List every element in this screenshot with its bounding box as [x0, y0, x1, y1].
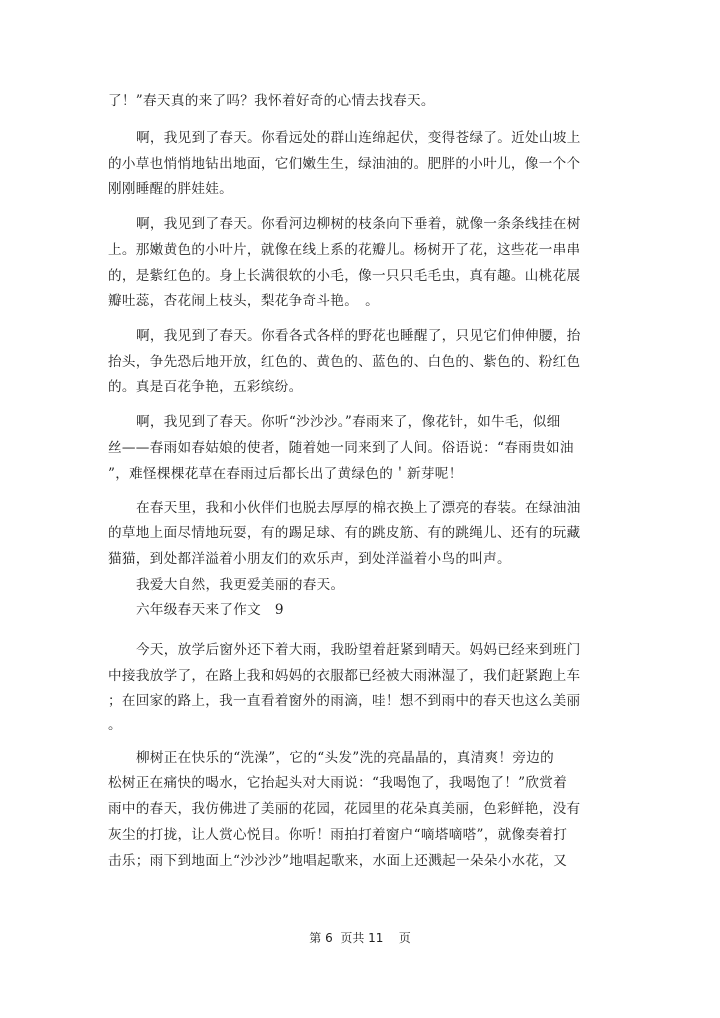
text-line: 啊，我见到了春天。你听“沙沙沙。”春雨来了，像花针，如牛毛，似细: [136, 414, 561, 430]
text-line: ”，难怪棵棵花草在春雨过后都长出了黄绿色的＇新芽呢！: [108, 466, 463, 482]
text-line: 中接我放学了，在路上我和妈妈的衣服都已经被大雨淋湿了，我们赶紧跑上车: [108, 668, 581, 684]
text-line: 灰尘的打拢，让人赏心悦目。你听！雨拍打着窗户“嘀塔嘀嗒”，就像奏着打: [108, 827, 568, 843]
text-line: 在春天里，我和小伙伴们也脱去厚厚的棉衣换上了漂亮的春装。在绿油油: [136, 500, 581, 516]
text-line: 的。真是百花争艳，五彩缤纷。: [108, 379, 303, 395]
text-line: 我爱大自然，我更爱美丽的春天。: [136, 577, 345, 593]
text-line: 松树正在痛快的喝水，它抬起头对大雨说：“我喝饱了，我喝饱了！”欣赏着: [108, 775, 568, 791]
text-line: 的草地上面尽情地玩耍，有的踢足球、有的跳皮筋、有的跳绳儿、还有的玩藏: [108, 525, 581, 541]
text-line: 猫猫，到处都洋溢着小朋友们的欢乐声，到处洋溢着小鸟的叫声。: [108, 551, 511, 567]
text-line: 瓣吐蕊，杏花闹上枝头，梨花争奇斗艳。 。: [108, 293, 380, 309]
text-line: 的，是紫红色的。身上长满很软的小毛，像一只只毛毛虫，真有趣。山桃花展: [108, 268, 581, 284]
text-line: 刚刚睡醒的胖娃娃。: [108, 181, 234, 197]
text-line: 今天，放学后窗外还下着大雨，我盼望着赶紧到晴天。妈妈已经来到班门: [136, 642, 581, 658]
text-line: ；在回家的路上，我一直看着窗外的雨滴，哇！想不到雨中的春天也这么美丽: [108, 693, 581, 709]
text-line: 。: [108, 717, 122, 733]
section-heading: 六年级春天来了作文 9: [136, 602, 284, 618]
text-line: 雨中的春天，我仿佛进了美丽的花园，花园里的花朵真美丽，色彩鲜艳，没有: [108, 801, 581, 817]
text-line: 抬头，争先恐后地开放，红色的、黄色的、蓝色的、白色的、紫色的、粉红色: [108, 354, 581, 370]
text-line: 了！”春天真的来了吗？我怀着好奇的心情去找春天。: [108, 93, 435, 109]
page-number-footer: 第 6 页共 11 页: [309, 931, 411, 945]
text-line: 柳树正在快乐的“洗澡”，它的“头发”洗的亮晶晶的，真清爽！旁边的: [136, 750, 555, 766]
text-line: 啊，我见到了春天。你看远处的群山连绵起伏，变得苍绿了。近处山坡上: [136, 130, 581, 146]
text-line: 上。那嫩黄色的小叶片，就像在线上系的花瓣儿。杨树开了花，这些花一串串: [108, 242, 581, 258]
text-line: 啊，我见到了春天。你看各式各样的野花也睡醒了，只见它们伸伸腰，抬: [136, 328, 581, 344]
text-line: 啊，我见到了春天。你看河边柳树的枝条向下垂着，就像一条条线挂在树: [136, 216, 581, 232]
text-line: 的小草也悄悄地钻出地面，它们嫩生生，绿油油的。肥胖的小叶儿，像一个个: [108, 156, 581, 172]
text-line: 击乐；雨下到地面上“沙沙沙”地唱起歌来，水面上还溅起一朵朵小水花，又: [108, 853, 568, 869]
text-line: 丝——春雨如春姑娘的使者，随着她一同来到了人间。俗语说：“春雨贵如油: [108, 440, 574, 456]
